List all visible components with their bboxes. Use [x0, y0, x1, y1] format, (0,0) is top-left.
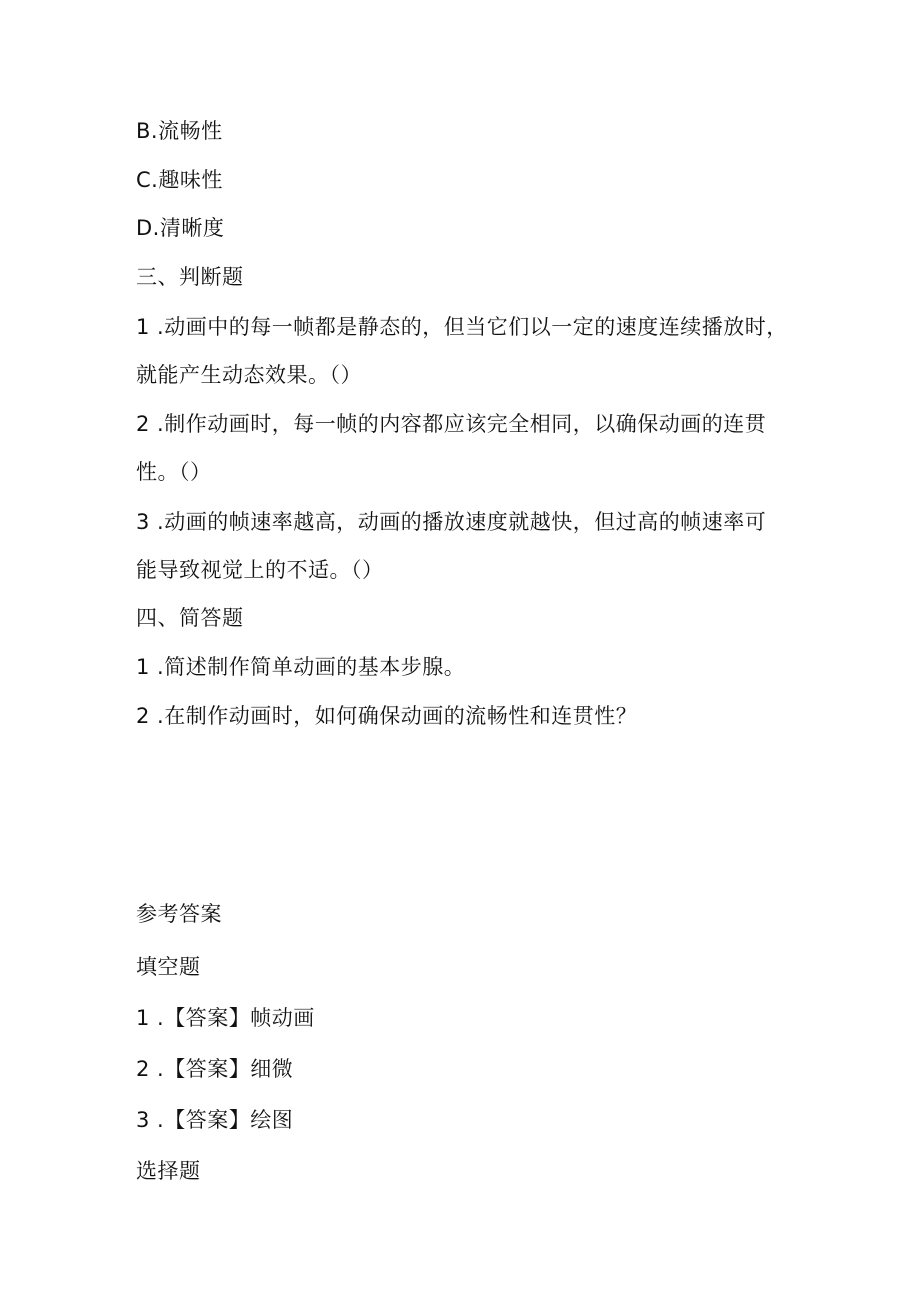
choice-heading: 选择题: [136, 1159, 201, 1183]
fill-blank-heading: 填空题: [136, 955, 201, 979]
judgment-item-3-line1: 3 .动画的帧速率越高，动画的播放速度就越快，但过高的帧速率可: [136, 510, 767, 534]
short-answer-item-2: 2 .在制作动画时，如何确保动画的流畅性和连贯性？: [136, 704, 638, 728]
option-c: C.趣味性: [136, 168, 223, 192]
answers-title: 参考答案: [136, 902, 222, 926]
option-d: D.清晰度: [136, 216, 225, 240]
fill-blank-answer-2: 2 .【答案】细微: [136, 1057, 294, 1081]
fill-blank-answer-1: 1 .【答案】帧动画: [136, 1006, 315, 1030]
judgment-heading: 三、判断题: [136, 265, 244, 289]
judgment-item-2-line2: 性。（）: [136, 460, 212, 484]
judgment-item-3-line2: 能导致视觉上的不适。（）: [136, 558, 384, 582]
judgment-item-2-line1: 2 .制作动画时，每一帧的内容都应该完全相同，以确保动画的连贯: [136, 412, 767, 436]
judgment-item-1-line1: 1 .动画中的每一帧都是静态的，但当它们以一定的速度连续播放时，: [136, 315, 788, 339]
short-answer-heading: 四、简答题: [136, 606, 244, 630]
fill-blank-answer-3: 3 .【答案】绘图: [136, 1108, 294, 1132]
judgment-item-1-line2: 就能产生动态效果。（）: [136, 363, 362, 387]
option-b: B.流畅性: [136, 119, 223, 143]
short-answer-item-1: 1 .简述制作简单动画的基本步腺。: [136, 655, 466, 679]
